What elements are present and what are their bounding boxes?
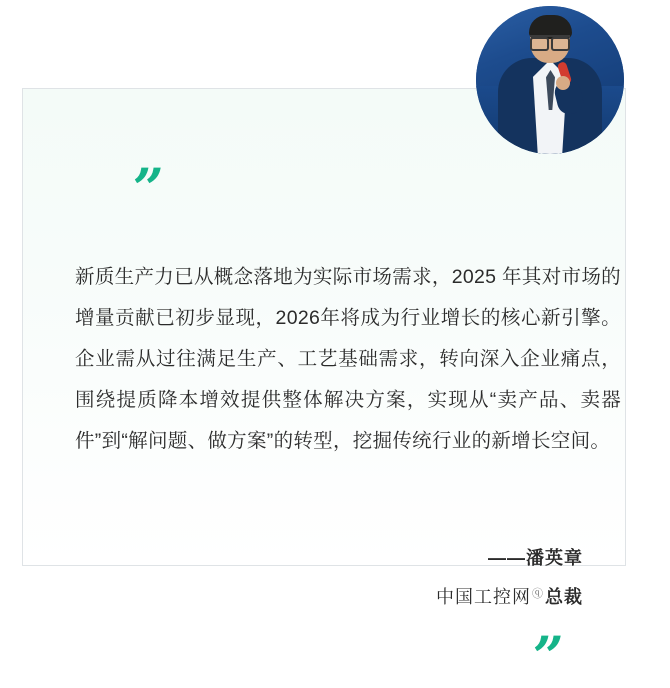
attribution-role: 总裁: [545, 587, 583, 607]
close-quote-icon: ”: [526, 624, 569, 688]
attribution-organization: 中国工控网: [436, 587, 531, 607]
registered-mark-icon: ⓠ: [532, 588, 544, 600]
attribution-org-row: [223, 583, 583, 614]
avatar: [476, 6, 624, 154]
quote-body-text: 新质生产力已从概念落地为实际市场需求，2025 年其对市场的增量贡献已初步显现，2026年将成为行业增长的核心新引擎。企业需从过往满足生产、工艺基础需求，转向深入企业痛点，围绕提质降本增效提供整体解决方案，实现从“卖产品、卖器件”到“解问题、做方案”的转型，挖掘传统行业的新增长空间。: [75, 266, 621, 452]
avatar-hand: [556, 76, 570, 90]
quote-card: [22, 88, 626, 688]
open-quote-icon: ”: [126, 156, 169, 220]
attribution-name: ——潘英章: [488, 548, 583, 568]
attribution: [223, 543, 583, 614]
glasses-icon: [530, 35, 570, 48]
